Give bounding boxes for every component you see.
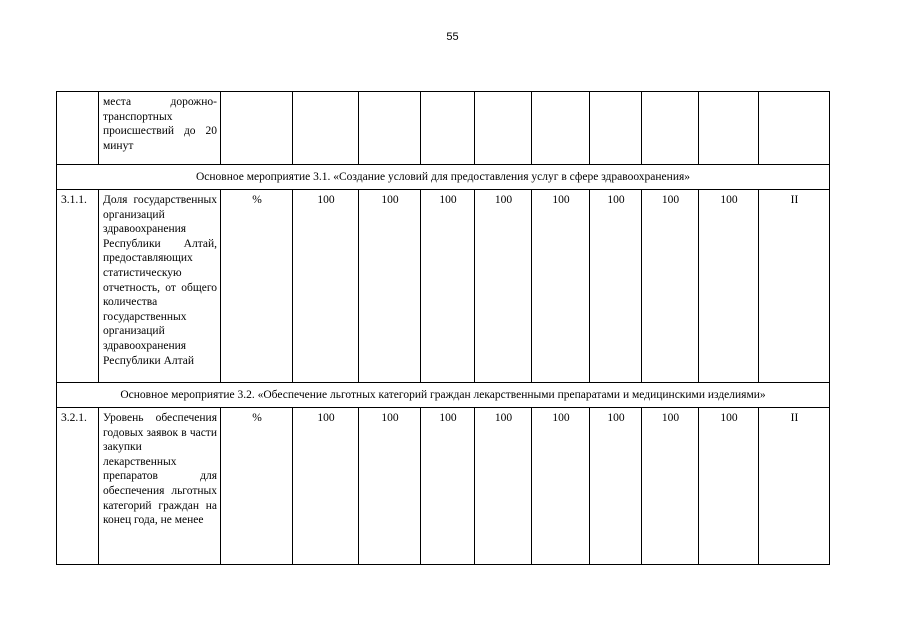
- indicator-name: Доля государственных организаций здравоохранения Республики Алтай, предоставляющих статистическую отчетность, от общего количества государственных организаций здравоохранения Республики Алтай: [99, 190, 221, 383]
- value-cell: [359, 92, 421, 165]
- unit-cell: [221, 92, 293, 165]
- value-cell: 100: [699, 408, 759, 565]
- value-cell: [475, 92, 532, 165]
- unit-cell: %: [221, 190, 293, 383]
- table-row: [57, 190, 830, 383]
- unit-cell: %: [221, 408, 293, 565]
- value-cell: 100: [421, 190, 475, 383]
- value-cell: 100: [293, 190, 359, 383]
- section-title: Основное мероприятие 3.2. «Обеспечение льготных категорий граждан лекарственными препаратами и медицинскими изделиями»: [57, 383, 830, 408]
- category-cell: II: [759, 408, 830, 565]
- value-cell: 100: [359, 408, 421, 565]
- page-number: 55: [446, 31, 459, 43]
- indicator-name: Уровень обеспечения годовых заявок в части закупки лекарственных препаратов для обеспечения льготных категорий граждан на конец года, не менее: [99, 408, 221, 565]
- value-cell: 100: [642, 408, 699, 565]
- row-number: 3.1.1.: [57, 190, 99, 383]
- row-number: [57, 92, 99, 165]
- value-cell: [642, 92, 699, 165]
- value-cell: [293, 92, 359, 165]
- value-cell: [532, 92, 590, 165]
- value-cell: 100: [642, 190, 699, 383]
- value-cell: 100: [532, 408, 590, 565]
- category-cell: II: [759, 190, 830, 383]
- indicators-table: [56, 91, 830, 565]
- table-row: [57, 92, 830, 165]
- value-cell: 100: [293, 408, 359, 565]
- row-number: 3.2.1.: [57, 408, 99, 565]
- indicator-name: места дорожно-транспортных происшествий до 20 минут: [99, 92, 221, 165]
- value-cell: 100: [421, 408, 475, 565]
- section-header-row: [57, 165, 830, 190]
- value-cell: [590, 92, 642, 165]
- value-cell: 100: [590, 190, 642, 383]
- value-cell: 100: [475, 408, 532, 565]
- value-cell: [421, 92, 475, 165]
- value-cell: 100: [475, 190, 532, 383]
- value-cell: [699, 92, 759, 165]
- value-cell: 100: [359, 190, 421, 383]
- category-cell: [759, 92, 830, 165]
- section-title: Основное мероприятие 3.1. «Создание условий для предоставления услуг в сфере здравоохранения»: [57, 165, 830, 190]
- section-header-row: [57, 383, 830, 408]
- table-row: [57, 408, 830, 565]
- value-cell: 100: [590, 408, 642, 565]
- value-cell: 100: [532, 190, 590, 383]
- value-cell: 100: [699, 190, 759, 383]
